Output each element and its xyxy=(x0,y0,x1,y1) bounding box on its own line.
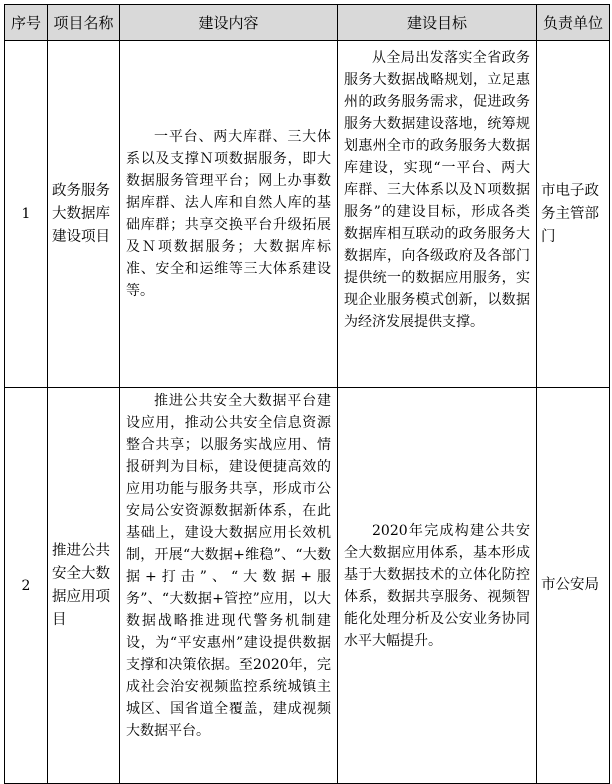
table-row xyxy=(5,41,610,388)
project-goal: 2020年完成构建公共安全大数据应用体系，基本形成基于大数据技术的立体化防控体系，数据共享服务、视频智能化处理分析及公安业务协同水平大幅提升。 xyxy=(338,388,537,784)
project-content: 一平台、两大库群、三大体系以及支撑Ｎ项数据服务，即大数据服务管理平台；网上办事数据库群、法人库和自然人库的基础库群；共享交换平台升级拓展及Ｎ项数据服务；大数据库标准、安全和运维等三大体系建设等。 xyxy=(120,41,338,388)
responsible-unit: 市公安局 xyxy=(537,388,610,784)
header-content: 建设内容 xyxy=(120,5,338,41)
project-content: 推进公共安全大数据平台建设应用，推动公共安全信息资源整合共享；以服务实战应用、情报研判为目标，建设便捷高效的应用功能与服务共享，形成市公安局公安资源数据新体系，在此基础上，建设大数据应用长效机制，开展“大数据+维稳”、“大数据+打击”、“大数据+服务”、“大数据+管控”应用，以大数据战略推进现代警务机制建设，为“平安惠州”建设提供数据支撑和决策依据。至2020年，完成社会治安视频监控系统城镇主城区、国省道全覆盖，建成视频大数据平台。 xyxy=(120,388,338,784)
header-goal: 建设目标 xyxy=(338,5,537,41)
table-header-row xyxy=(5,5,610,41)
project-name: 政务服务大数据库建设项目 xyxy=(48,41,120,388)
project-goal: 从全局出发落实全省政务服务大数据战略规划，立足惠州的政务服务需求，促进政务服务大数据建设落地，统筹规划惠州全市的政务服务大数据库建设，实现“一平台、两大库群、三大体系以及Ｎ项数据服务”的建设目标，形成各类数据库相互联动的政务服务大数据库，向各级政府及各部门提供统一的数据应用服务，实现企业服务模式创新，以数据为经济发展提供支撑。 xyxy=(338,41,537,388)
table-row xyxy=(5,388,610,784)
header-no: 序号 xyxy=(5,5,48,41)
row-number: 1 xyxy=(5,41,48,388)
project-name: 推进公共安全大数据应用项目 xyxy=(48,388,120,784)
header-unit: 负责单位 xyxy=(537,5,610,41)
header-project-name: 项目名称 xyxy=(48,5,120,41)
responsible-unit: 市电子政务主管部门 xyxy=(537,41,610,388)
row-number: 2 xyxy=(5,388,48,784)
project-table xyxy=(4,4,610,784)
